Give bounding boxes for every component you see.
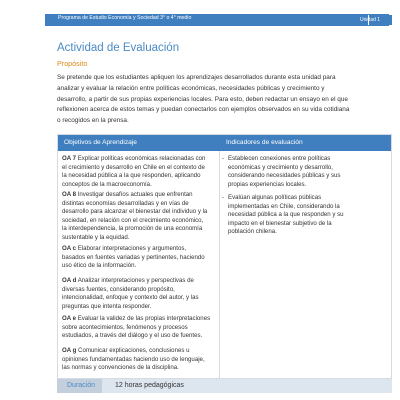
indicator-text: necesidad pública a la que responden y su [228,211,344,219]
duration-label: Duración [67,382,96,389]
table-header-row [58,135,391,151]
unit-label: Unidad 1 [360,17,381,23]
duration-row [57,379,392,393]
objective-item [62,347,217,373]
objective-code: OA d [62,277,77,284]
objective-text: sustentable y la equidad. [62,233,130,241]
objective-text: el crecimiento y desarrollo en Chile en el contexto de [62,163,205,171]
intro-line: Se pretende que los estudiantes apliquen los aprendizajes desarrollados durante esta unidad para [57,74,336,81]
objective-item [62,245,217,271]
intro-paragraph [57,73,392,127]
indicator-text: impacto en el bienestar subjetivo de la [228,219,332,227]
bullet-dash: - [222,194,225,201]
objective-text: conceptos de la macroeconomía. [62,180,152,188]
objective-text: Comunicar explicaciones, conclusiones u [76,347,190,354]
objective-text: la necesidad pública a la que responden, aplicando [62,172,201,180]
objective-text: sociedad, en relación con el crecimiento económico, [62,216,204,224]
bullet-dash: - [222,155,225,162]
intro-line: o recogidos en la prensa. [57,117,129,125]
indicator-text: implementadas en Chile, considerando la [228,202,340,210]
intro-line: analizar y evaluar la relación entre políticas económicas, necesidades públicas y crecimiento y [57,84,325,92]
objective-text: Investigar desafíos actuales que enfrentan [76,191,193,198]
page-title: Actividad de Evaluación [57,42,180,54]
objective-text: Explicar políticas económicas relacionadas con [76,155,206,162]
duration-value: 12 horas pedagógicas [115,382,184,389]
objective-item [62,277,217,311]
objective-text: Evaluar la validez de las propias interpretaciones [76,315,211,322]
indicator-item [222,155,388,189]
objective-code: OA 7 [62,155,76,162]
objective-text: las normas y convenciones de la disciplina. [62,364,179,372]
indicator-text: propias experiencias locales. [228,180,307,188]
indicator-text: población chilena. [228,228,277,236]
objective-code: OA 8 [62,191,76,198]
section-subtitle: Propósito [57,59,88,68]
objective-item [62,155,217,189]
objective-text: uso ético de la información. [62,262,137,270]
indicator-text: Evalúan algunas políticas públicas [228,194,322,201]
objective-text: diversas fuentes, considerando propósito, [62,285,175,293]
objective-text: Elaborar interpretaciones y argumentos, [76,245,187,252]
objective-code: OA e [62,315,76,322]
objective-text: sobre acontecimientos, fenómenos y procesos [62,323,188,331]
intro-line: reflexionen acerca de estos temas y puedan conectarlos con ejemplos observados en su vida cotidiana [57,106,350,114]
indicator-item [222,194,388,237]
objective-text: la interdependencia, la promoción de una economía [62,225,203,233]
objective-text: distintas economías desarrolladas y en vías de [62,199,189,207]
indicator-text: Establecen conexiones entre políticas [228,155,331,162]
indicator-text: considerando necesidades públicas y sus [228,172,341,180]
intro-line: desarrollo, a partir de sus propias experiencias locales. Para esto, deben redactar un ensayo en el que [57,95,348,103]
objectives-table [57,134,392,379]
objectives-header: Objetivos de Aprendizaje [64,139,137,146]
objective-text: desarrollo para alcanzar el bienestar del individuo y la [62,208,208,216]
objective-code: OA g [62,347,77,354]
objective-item [62,191,217,243]
program-title: Programa de Estudio Economía y Sociedad 3° o 4° medio [58,15,192,21]
column-divider [219,151,220,379]
indicator-text: económicas y crecimiento y desarrollo, [228,163,333,171]
objective-code: OA c [62,245,76,252]
objective-text: preguntas que intenta responder. [62,302,152,310]
objective-item [62,315,217,341]
objective-text: basados en fuentes variadas y pertinentes, haciendo [62,253,205,261]
objective-text: opiniones fundamentadas haciendo uso de lenguaje, [62,355,205,363]
objective-text: Analizar interpretaciones y perspectivas de [76,277,194,284]
objective-text: intencionalidad, enfoque y contexto del autor, y las [62,294,199,302]
indicators-header: Indicadores de evaluación [226,139,303,146]
objective-text: estudiados, a través del diálogo y el uso de fuentes. [62,332,203,340]
